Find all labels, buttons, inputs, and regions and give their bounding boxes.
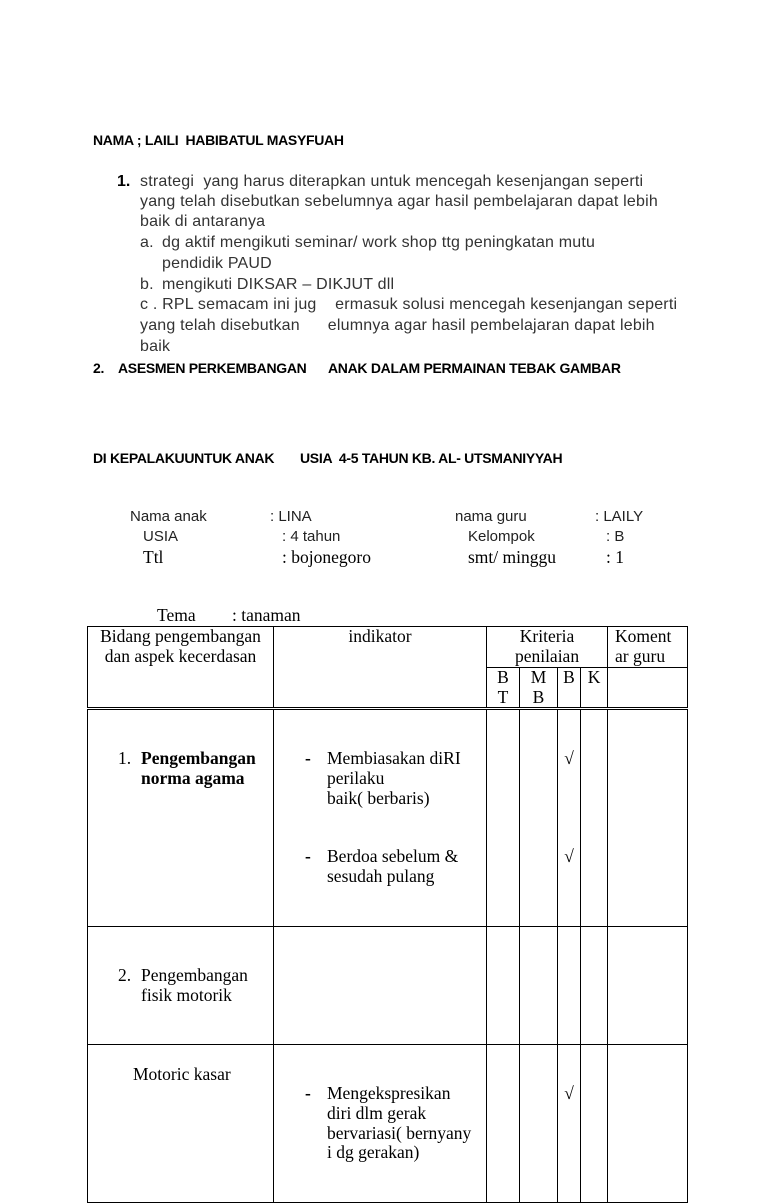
table-row (88, 709, 688, 927)
section-number: 2. (93, 360, 105, 376)
info-value: : LINA (270, 508, 312, 525)
info-label: smt/ minggu (468, 547, 556, 567)
paragraph-line: baik (140, 338, 171, 355)
header-aspect: Bidang pengembangan dan aspek kecerdasan (88, 627, 274, 709)
aspect-cell (88, 709, 274, 927)
criteria-cell-bt (487, 709, 520, 927)
criteria-cell-mb (520, 1045, 558, 1203)
theme-value: : tanaman (232, 605, 301, 625)
comment-cell (608, 709, 688, 927)
info-label: Ttl (143, 547, 164, 567)
bullet: - (305, 748, 311, 769)
indicator-cell (274, 709, 487, 927)
paragraph-line: yang telah disebutkan elumnya agar hasil pembelajaran dapat lebih (140, 317, 655, 334)
student-name-heading: NAMA ; LAILI HABIBATUL MASYFUAH (93, 132, 344, 148)
table-row (88, 926, 688, 1045)
indicator-item (305, 1084, 486, 1162)
section-title: ANAK DALAM PERMAINAN TEBAK GAMBAR (328, 360, 621, 376)
section-title: ASESMEN PERKEMBANGAN (118, 360, 307, 376)
criteria-cell-b (558, 926, 581, 1045)
check-mark: √ (564, 846, 574, 867)
indicator-item (305, 847, 486, 886)
list-item-line: pendidik PAUD (162, 255, 272, 272)
criteria-level-mb: M B (520, 668, 558, 709)
section-subtitle: DI KEPALAKUUNTUK ANAK (93, 450, 275, 466)
info-value: : bojonegoro (282, 547, 371, 567)
aspect-cell (88, 1045, 274, 1203)
section-subtitle: USIA 4-5 TAHUN KB. AL- UTSMANIYYAH (300, 450, 563, 466)
info-value: : LAILY (595, 508, 644, 525)
paragraph-line: baik di antaranya (140, 213, 266, 230)
info-label: Nama anak (130, 508, 207, 525)
comment-cell (608, 926, 688, 1045)
indicator-text: Membiasakan diRI perilaku baik( berbaris) (327, 748, 461, 808)
info-value: : 4 tahun (282, 528, 341, 545)
criteria-level-k: K (581, 668, 608, 709)
criteria-cell-bt (487, 926, 520, 1045)
info-label: Kelompok (468, 528, 535, 545)
comment-subcell (608, 668, 688, 709)
aspect-text: Motoric kasar (133, 1063, 231, 1084)
assessment-table (87, 626, 688, 1203)
info-label: USIA (143, 528, 179, 545)
paragraph-line: strategi yang harus diterapkan untuk mencegah kesenjangan seperti (140, 173, 644, 190)
aspect-number: 1. (118, 748, 132, 769)
list-item-line: dg aktif mengikuti seminar/ work shop ttg peningkatan mutu (162, 234, 596, 251)
theme-label: Tema (157, 605, 196, 625)
aspect-text: Pengembangan fisik motorik (141, 964, 248, 1005)
criteria-level-bt: B T (487, 668, 520, 709)
bullet: - (305, 1083, 311, 1104)
indicator-cell (274, 1045, 487, 1203)
criteria-cell-bt (487, 1045, 520, 1203)
indicator-item (305, 749, 486, 808)
info-value: : 1 (606, 547, 624, 567)
criteria-cell-mb (520, 709, 558, 927)
check-mark: √ (564, 1083, 574, 1104)
indicator-cell (274, 926, 487, 1045)
info-label: nama guru (455, 508, 527, 525)
list-marker: b. (140, 276, 154, 293)
criteria-cell-mb (520, 926, 558, 1045)
table-header-row (88, 627, 688, 668)
indicator-text: Berdoa sebelum & sesudah pulang (327, 846, 459, 886)
criteria-cell-b (558, 1045, 581, 1203)
info-value: : B (606, 528, 625, 545)
header-indicator: indikator (274, 627, 487, 709)
check-mark: √ (564, 748, 574, 769)
item-number: 1. (117, 173, 131, 190)
header-comment: Koment ar guru (608, 627, 688, 668)
criteria-level-b: B (558, 668, 581, 709)
criteria-cell-k (581, 926, 608, 1045)
aspect-text: Pengembangan norma agama (141, 748, 256, 788)
indicator-text: Mengekspresikan diri dlm gerak bervariasi( bernyany i dg gerakan) (327, 1083, 472, 1163)
list-marker: a. (140, 234, 154, 251)
criteria-cell-b (558, 709, 581, 927)
header-criteria: Kriteria penilaian (487, 627, 608, 668)
comment-cell (608, 1045, 688, 1203)
paragraph-line: c . RPL semacam ini jug ermasuk solusi mencegah kesenjangan seperti (140, 296, 678, 313)
aspect-number: 2. (118, 964, 132, 985)
bullet: - (305, 846, 311, 867)
table-row (88, 1045, 688, 1203)
paragraph-line: yang telah disebutkan sebelumnya agar hasil pembelajaran dapat lebih (140, 193, 658, 210)
aspect-cell (88, 926, 274, 1045)
list-item-line: mengikuti DIKSAR – DIKJUT dll (162, 276, 395, 293)
